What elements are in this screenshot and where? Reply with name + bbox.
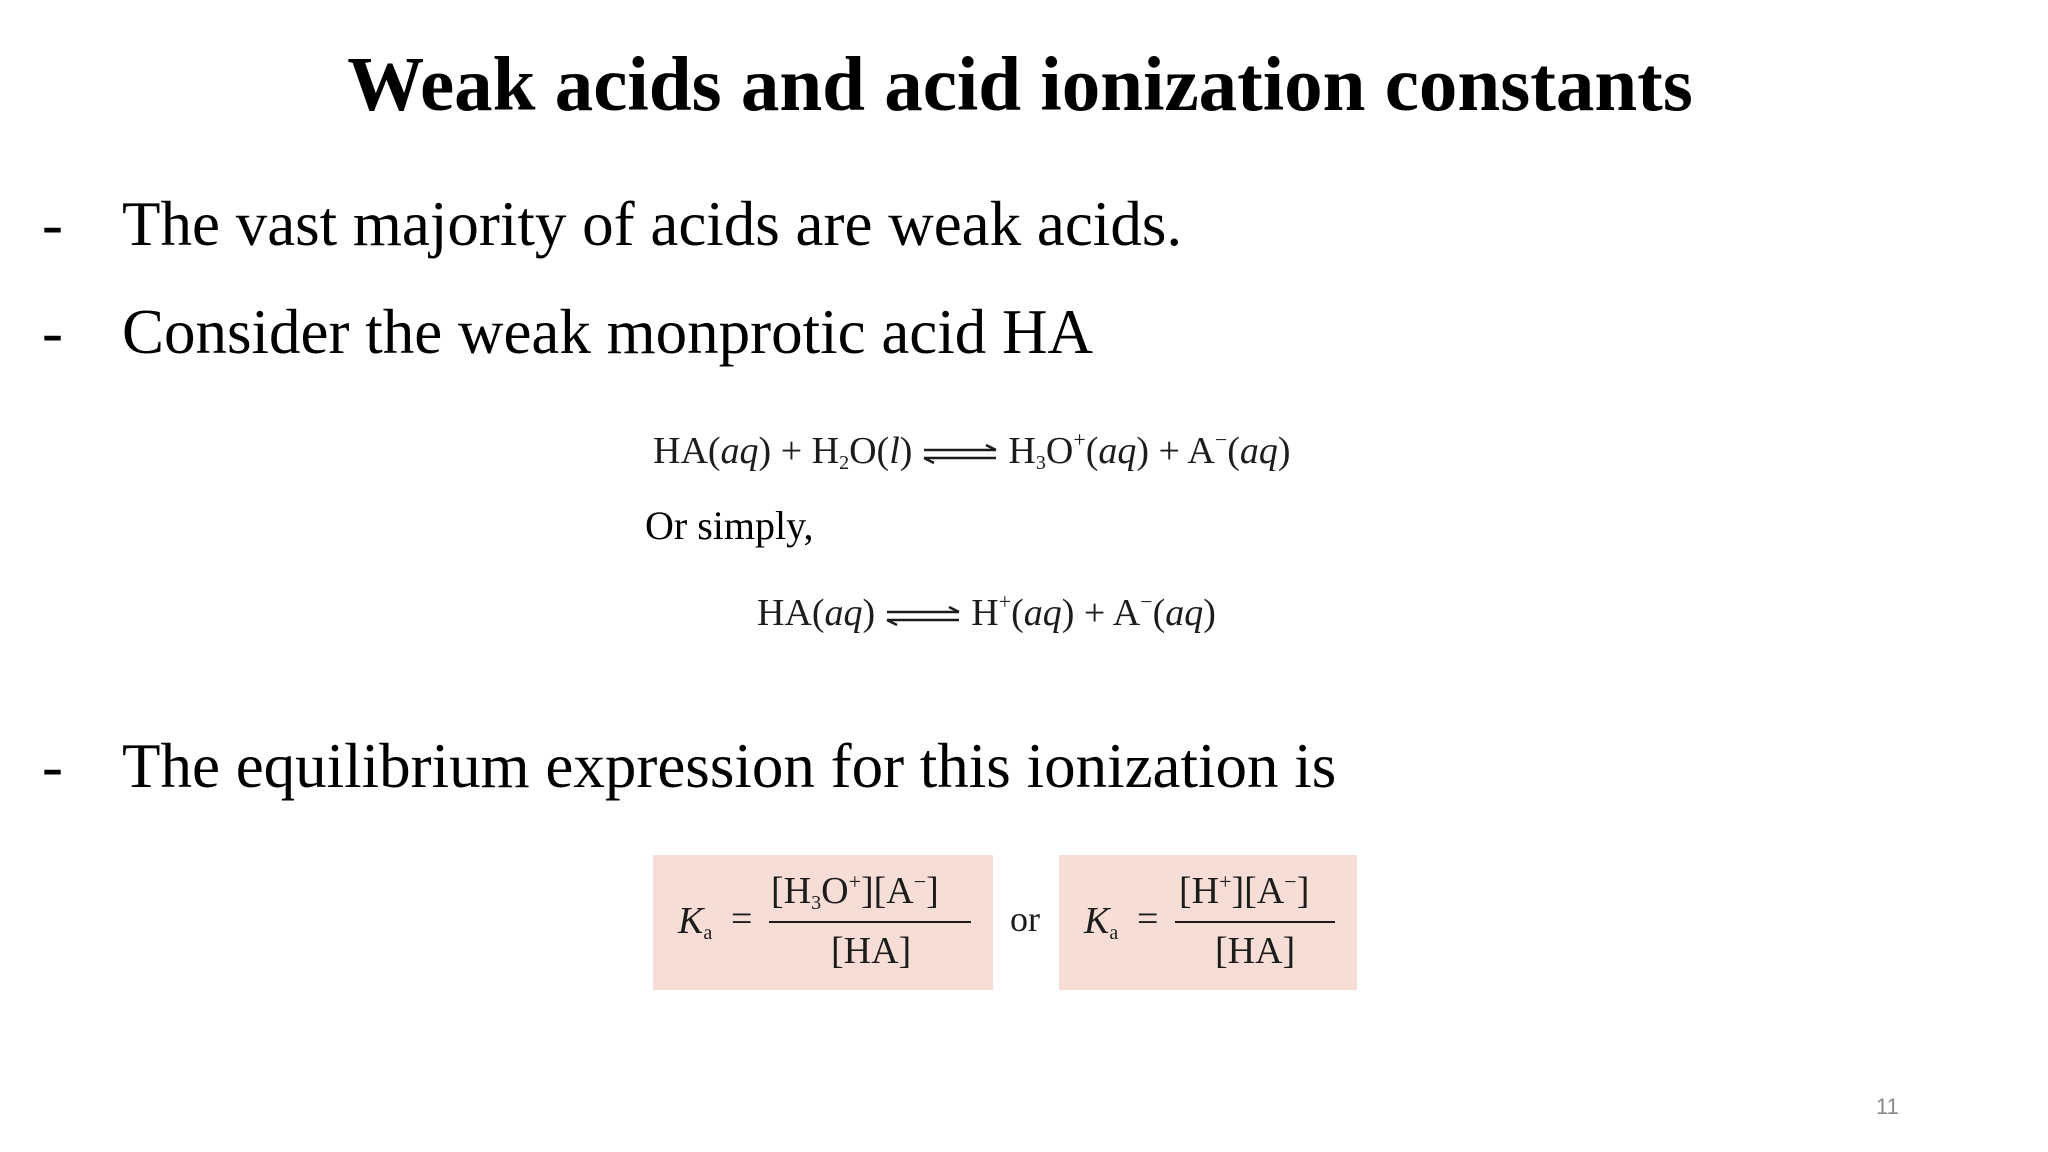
bullet-marker: -: [42, 731, 63, 801]
ka-expression-box: [1059, 855, 1357, 990]
page-number: 11: [1876, 1094, 1899, 1119]
bullet-marker: -: [42, 297, 63, 367]
bullet-text: The vast majority of acids are weak acids.: [122, 189, 1183, 259]
ka-symbol: $K_a$: [1084, 900, 1119, 944]
fraction-denominator: [HA]: [1215, 930, 1296, 972]
ka-expression-box: [653, 855, 993, 990]
or-connector: or: [1010, 899, 1040, 939]
bullet-item: [42, 728, 1336, 804]
bullet-text: Consider the weak monprotic acid HA: [122, 297, 1093, 367]
ionization-equation: $HA(aq) + H_2O(l) H_3O^+(aq) + A^-(aq)$: [653, 427, 1291, 474]
fraction-bar: [1175, 921, 1335, 923]
or-simply-label: Or simply,: [645, 503, 814, 548]
equilibrium-arrow-icon: [883, 606, 963, 626]
fraction-numerator: $[H_3O^+][A^-]$: [771, 869, 939, 914]
fraction-numerator: [H+][A−]: [1179, 869, 1310, 912]
bullet-item: [42, 294, 1093, 370]
slide-title: Weak acids and acid ionization constants: [347, 41, 1693, 127]
bullet-marker: -: [42, 189, 63, 259]
ka-symbol: $K_a$: [678, 900, 713, 944]
equals-sign: =: [731, 898, 753, 940]
fraction-bar: [769, 921, 971, 923]
bullet-text: The equilibrium expression for this ionization is: [122, 731, 1337, 801]
simplified-equation: HA(aq) H+(aq) + A−(aq): [757, 589, 1216, 634]
equals-sign: =: [1137, 898, 1159, 940]
equilibrium-arrow-icon: [920, 444, 1000, 464]
fraction-denominator: [HA]: [831, 930, 912, 972]
bullet-item: [42, 186, 1182, 262]
